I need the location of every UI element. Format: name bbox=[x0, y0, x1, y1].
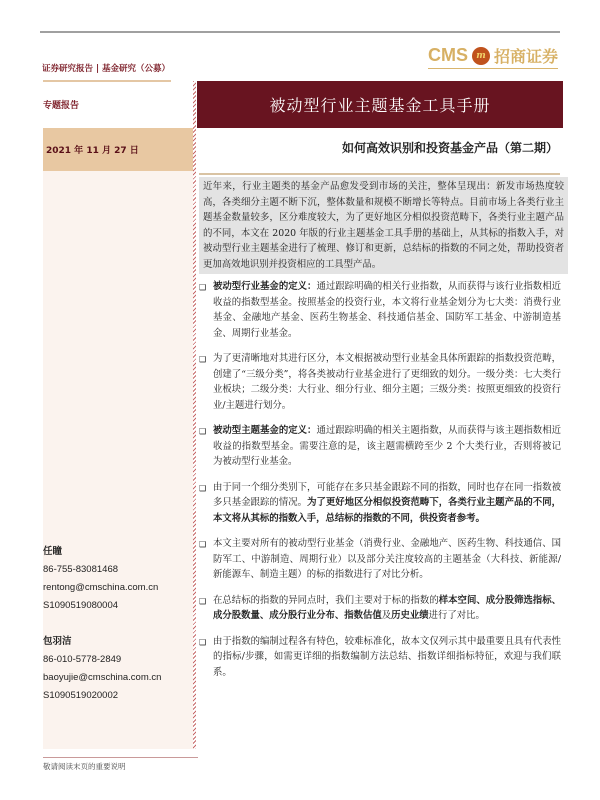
text-segment: 为了更清晰地对其进行区分，本文根据被动型行业基金具体所跟踪的指数投资范畴，创建了“三级分类”，将各类被动行业基金进行了更细致的划分。一级分类：七大类行业板块；二级分类：大行业、细分行业、细分主题；三级分类：按照更细致的投资行业/主题进行划分。 bbox=[213, 353, 561, 411]
author-email[interactable]: baoyujie@cmschina.com.cn bbox=[43, 672, 162, 683]
bullet-text bbox=[213, 480, 561, 527]
author-email[interactable]: rentong@cmschina.com.cn bbox=[43, 582, 159, 593]
cms-logo bbox=[428, 44, 558, 69]
footer-rule bbox=[43, 757, 198, 758]
text-segment: 及 bbox=[381, 610, 392, 621]
bullet-item bbox=[199, 279, 561, 341]
logo-cn: 招商证券 bbox=[494, 47, 559, 66]
bullet-text bbox=[213, 593, 561, 624]
logo-text: CMS bbox=[428, 45, 468, 65]
bullet-list bbox=[199, 279, 561, 690]
checkbox-bullet-icon: ❑ bbox=[199, 483, 207, 493]
author-cert: S1090519080004 bbox=[43, 600, 119, 611]
bullet-item bbox=[199, 536, 561, 583]
bold-segment: 被动型主题基金的定义： bbox=[213, 425, 317, 436]
checkbox-bullet-icon: ❑ bbox=[199, 355, 207, 364]
checkbox-bullet-icon: ❑ bbox=[199, 540, 207, 549]
author-card bbox=[43, 543, 158, 615]
bold-segment: 为了更好地区分相似投资范畴下，各类行业主题产品的不同，本文将从其标的指数入手，总结标的指数的不同，供投资者参考。 bbox=[213, 497, 561, 524]
bullet-text bbox=[213, 536, 561, 583]
bullet-item bbox=[199, 351, 561, 413]
text-segment: 通过跟踪明确的相关主题指数，从而获得与该主题指数相近收益的指数型基金。需要注意的是，该主题需横跨至少 2 个大类行业，否则将被记为被动型行业基金。 bbox=[213, 425, 561, 467]
checkbox-bullet-icon: ❑ bbox=[199, 427, 207, 436]
bullet-item bbox=[199, 593, 561, 624]
bold-segment: 样本空间、成分股筛选指标、成分股数量、成分股行业分布、指数估值 bbox=[213, 594, 561, 621]
author-name: 任瞳 bbox=[43, 546, 63, 557]
text-segment: 由于同一个细分类别下，可能存在多只基金跟踪不同的指数，同时也存在同一指数被多只基金跟踪的情况。 bbox=[213, 481, 561, 508]
text-segment: 通过跟踪明确的相关行业指数，从而获得与该行业指数相近收益的指数型基金。按照基金的投资行业，本文将行业基金划分为七大类：消费行业基金、金融地产基金、医药生物基金、科技通信基金、国防军工基金、中游制造基金、周期行业基金。 bbox=[213, 281, 561, 339]
bullet-item bbox=[199, 423, 561, 470]
footer-note: 敬请阅读末页的重要说明 bbox=[43, 762, 126, 771]
author-cert: S1090519020002 bbox=[43, 690, 119, 701]
bullet-item bbox=[199, 634, 561, 681]
text-segment: 进行了对比。 bbox=[428, 610, 485, 621]
top-rule bbox=[40, 31, 560, 33]
author-card bbox=[43, 633, 161, 705]
bullet-text bbox=[213, 423, 561, 470]
text-segment: 在总结标的指数的异同点时，我们主要对于标的指数的 bbox=[213, 594, 439, 606]
bullet-text bbox=[213, 634, 561, 681]
author-phone: 86-755-83081468 bbox=[43, 564, 119, 575]
report-title: 被动型行业主题基金工具手册 bbox=[269, 96, 491, 115]
summary-rule bbox=[199, 173, 560, 175]
bullet-item bbox=[199, 480, 561, 527]
checkbox-bullet-icon: ❑ bbox=[199, 283, 207, 292]
bullet-text bbox=[213, 351, 561, 413]
author-name: 包羽洁 bbox=[43, 636, 72, 647]
breadcrumb: 证券研究报告 | 基金研究（公募） bbox=[42, 64, 171, 74]
bold-segment: 历史业绩 bbox=[391, 610, 429, 621]
report-subtitle: 如何高效识别和投资基金产品（第二期） bbox=[341, 141, 558, 155]
column-divider bbox=[193, 81, 196, 749]
author-phone: 86-010-5778-2849 bbox=[43, 654, 122, 665]
text-segment: 由于指数的编制过程各有特色，较难标准化，故本文仅列示其中最重要且具有代表性的指标/步骤，如需更详细的指数编制方法总结、指数详细指标特征，欢迎与我们联系。 bbox=[213, 635, 561, 678]
title-banner bbox=[197, 81, 563, 128]
summary-box: 近年来，行业主题类的基金产品愈发受到市场的关注，整体呈现出：新发市场热度较高，各类细分主题不断下沉，整体数量和规模不断增长等特点。目前市场上各类行业主题基金数量较多，区分难度较大，为了更好地区分相似投资范畴下，各类行业主题产品的不同，本文在 2020 年版的行业主题基金工具手册的基础上，从其标的指数入手，对被动型行业主题基金进行了梳理、修订和更新，总结标的指数的不同之处，帮助投资者更加高效地识别并投资相应的工具型产品。 bbox=[199, 177, 568, 274]
bold-segment: 被动型行业基金的定义： bbox=[213, 281, 317, 292]
tan-rule bbox=[43, 80, 171, 82]
text-segment: 本文主要对所有的被动型行业基金（消费行业、金融地产、医药生物、科技通信、国防军工、中游制造、周期行业）以及部分关注度较高的主题基金（大科技、新能源/新能源车、制造主题）的标的指数进行了对比分析。 bbox=[213, 538, 561, 580]
checkbox-bullet-icon: ❑ bbox=[199, 596, 207, 606]
logo-seal-icon: m bbox=[472, 47, 490, 65]
bullet-text bbox=[213, 279, 561, 341]
report-date: 2021 年 11 月 27 日 bbox=[46, 146, 139, 156]
report-type: 专题报告 bbox=[43, 101, 80, 111]
checkbox-bullet-icon: ❑ bbox=[199, 637, 207, 647]
